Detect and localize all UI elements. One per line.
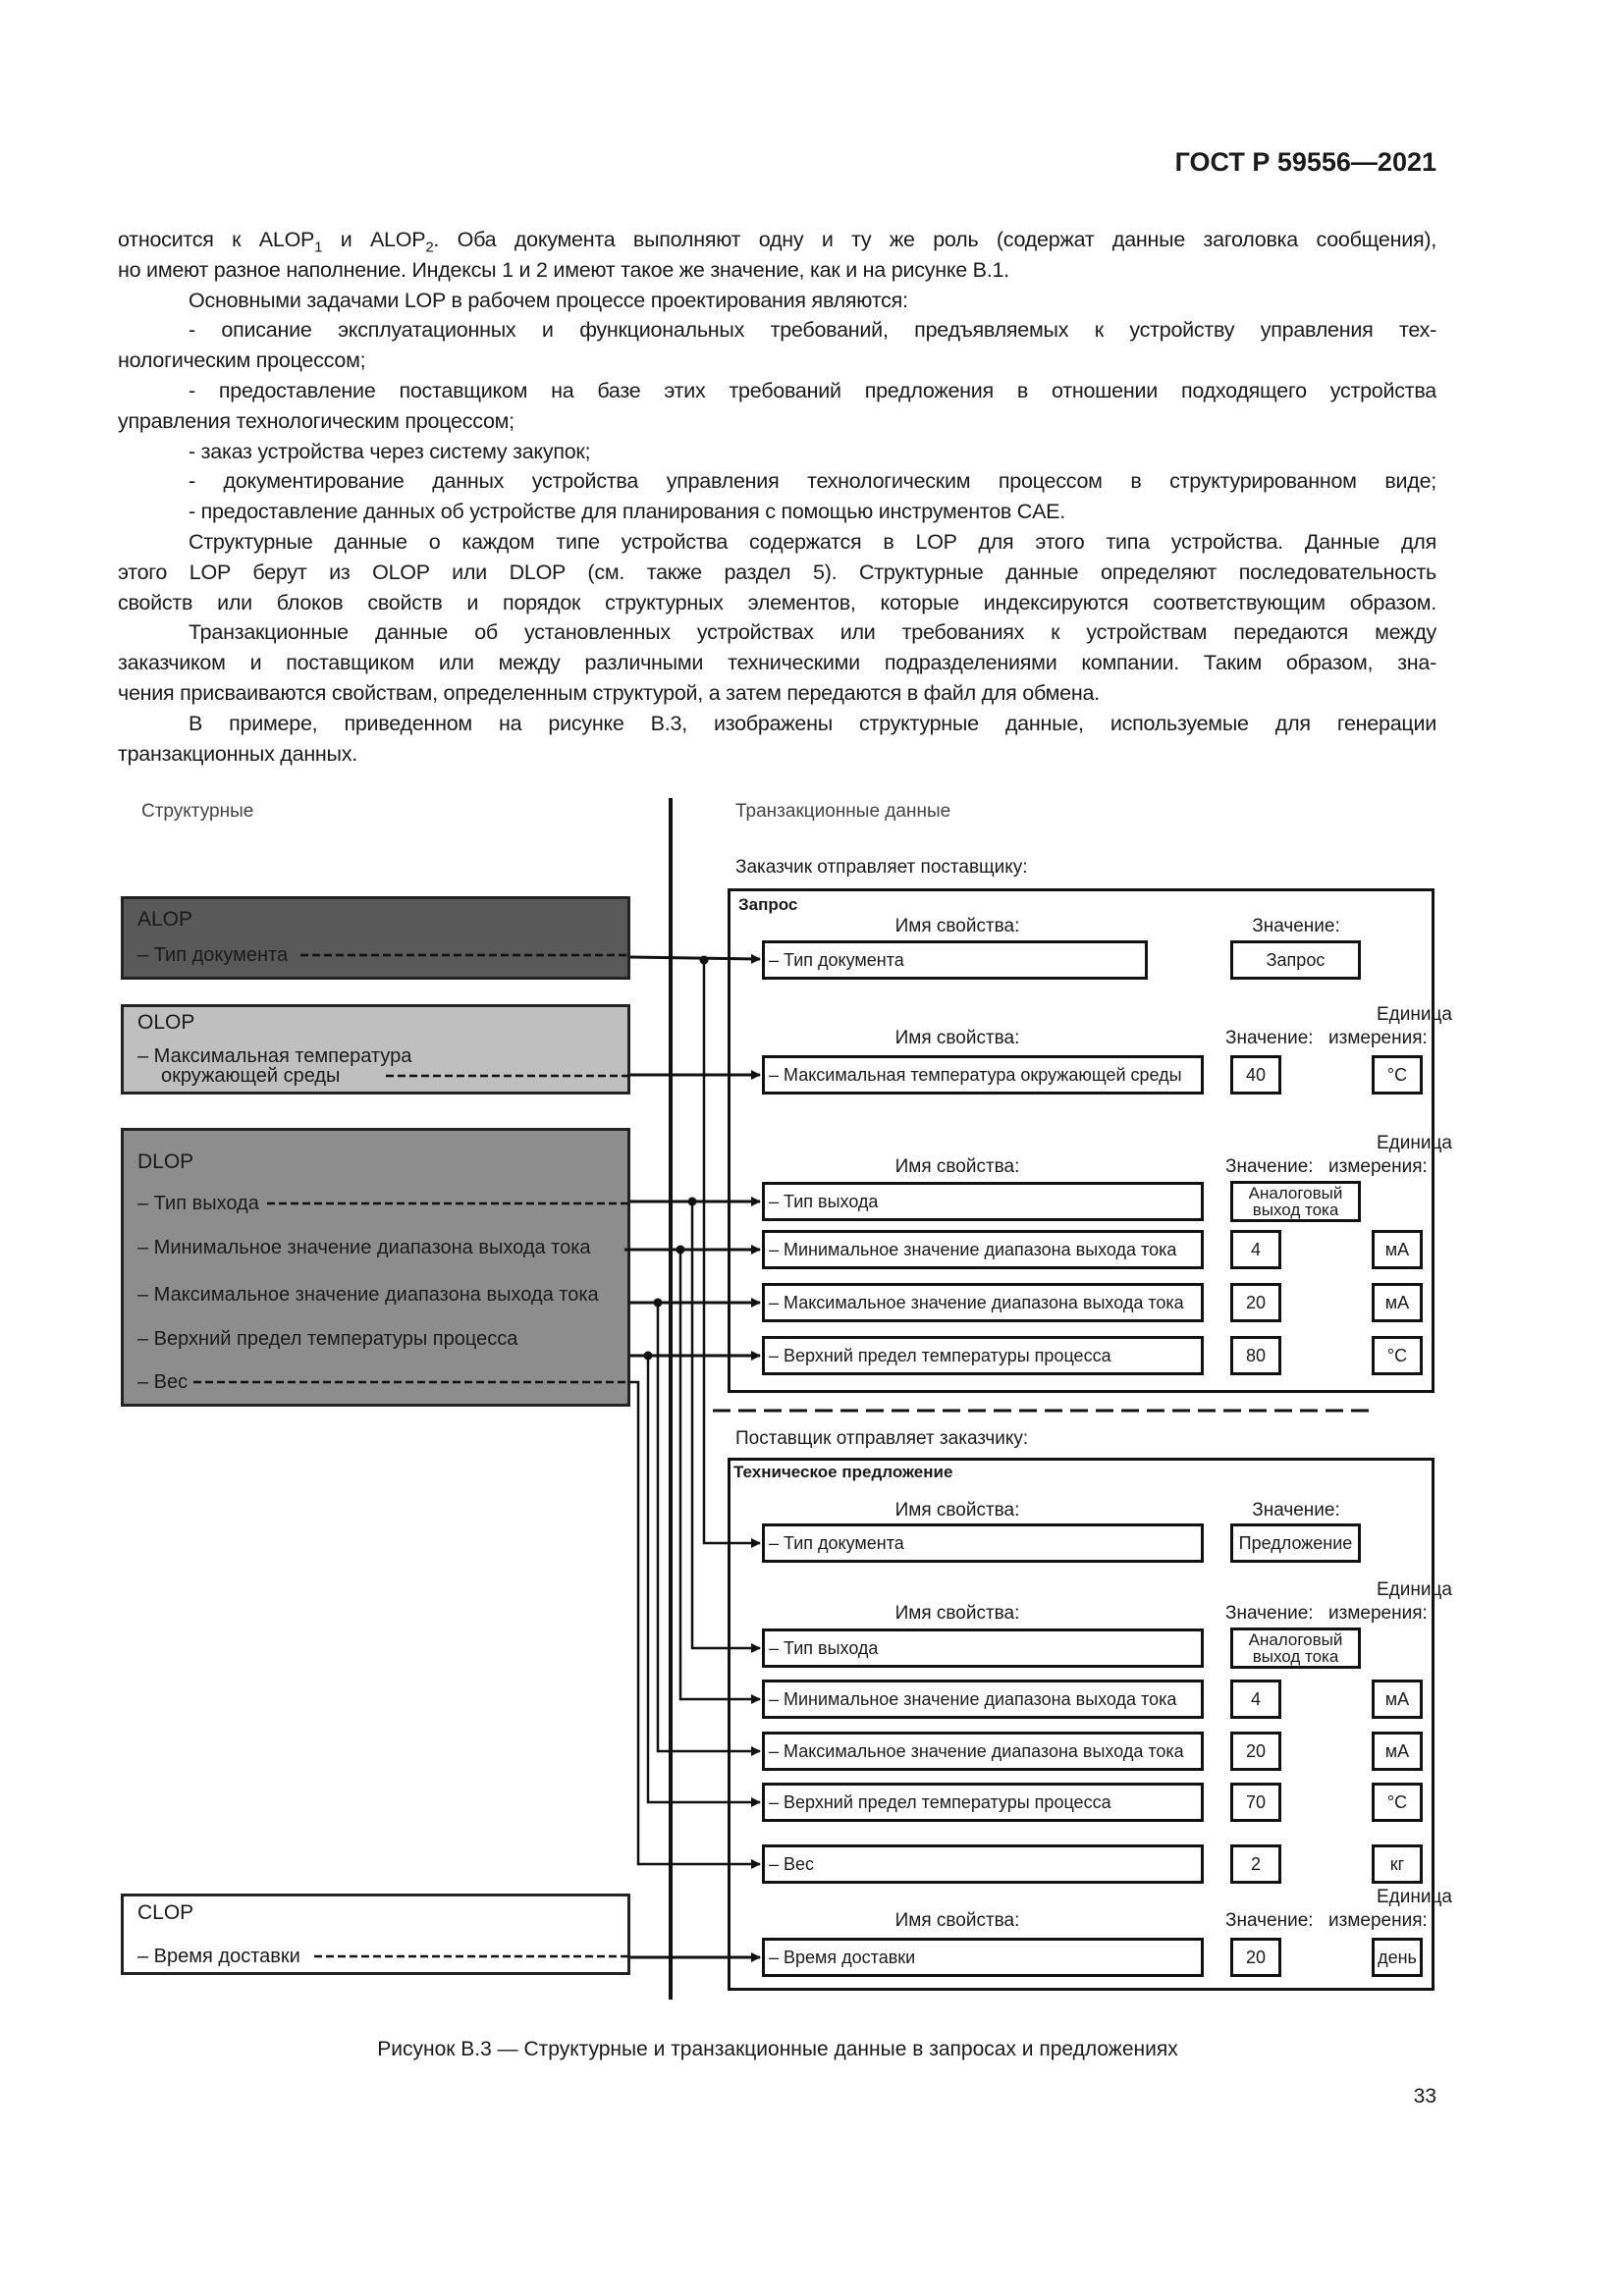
text-line: Основными задачами LOP в рабочем процессе проектирования являются: <box>189 288 908 312</box>
text-line: транзакционных данных. <box>118 741 357 766</box>
lop-box-clop <box>121 1894 630 1975</box>
unit-label: измерения: <box>1328 1028 1428 1048</box>
value-field: 70 <box>1230 1783 1281 1822</box>
property-field: – Максимальное значение диапазона выхода тока <box>762 1732 1204 1771</box>
property-field: – Тип документа <box>762 940 1148 980</box>
subscript: 2 <box>425 239 434 256</box>
transactional-heading: Транзакционные данные <box>735 801 951 822</box>
lop-item: – Вес <box>137 1371 189 1393</box>
value-field <box>1230 1181 1361 1222</box>
lop-item: – Максимальное значение диапазона выхода тока <box>137 1284 599 1306</box>
text-line <box>118 225 1436 255</box>
text-fragment: . Оба документа выполняют одну и ту же роль (содержат данные заголовка сообщения), <box>433 228 1436 251</box>
property-field: – Минимальное значение диапазона выхода тока <box>762 1680 1204 1719</box>
value-field: 20 <box>1230 1732 1281 1771</box>
lop-box-alop <box>121 896 630 980</box>
lop-title: ALOP <box>137 908 193 931</box>
structural-heading: Структурные <box>141 801 254 822</box>
unit-label: Единица <box>1377 1887 1452 1907</box>
unit-field: °C <box>1372 1783 1423 1822</box>
text-line: - предоставление данных об устройстве для планирования с помощью инструментов CAE. <box>189 500 1065 524</box>
value-text: Аналоговый <box>1248 1630 1343 1649</box>
property-field: – Максимальное значение диапазона выхода тока <box>762 1283 1204 1322</box>
value-field: 20 <box>1230 1938 1281 1977</box>
request-title: Запрос <box>738 895 798 914</box>
request-sender-label: Заказчик отправляет поставщику: <box>735 857 1028 878</box>
value-field: 4 <box>1230 1680 1281 1719</box>
lop-item: – Минимальное значение диапазона выхода тока <box>137 1237 591 1258</box>
value-label: Значение: <box>1225 1028 1314 1048</box>
lop-item: – Максимальная температура <box>137 1045 412 1067</box>
unit-label: Единица <box>1377 1133 1452 1153</box>
body-text <box>118 225 1436 769</box>
text-line: но имеют разное наполнение. Индексы 1 и 2 имеют такое же значение, как и на рисунке В.1. <box>118 257 1009 282</box>
junction-dot <box>644 1352 653 1361</box>
property-field: – Верхний предел температуры процесса <box>762 1783 1204 1822</box>
unit-field: мА <box>1372 1732 1423 1771</box>
junction-dot <box>688 1198 697 1206</box>
unit-field: мА <box>1372 1680 1423 1719</box>
unit-field: день <box>1372 1938 1423 1977</box>
property-field: – Тип выхода <box>762 1629 1204 1668</box>
value-label: Значение: <box>1225 1603 1314 1624</box>
unit-field: °C <box>1372 1336 1423 1375</box>
text-line: управления технологическим процессом; <box>118 408 514 433</box>
unit-label: измерения: <box>1328 1603 1428 1624</box>
text-line: - документирование данных устройства управления технологическим процессом в структурированном виде; <box>189 469 1436 494</box>
text-line: Структурные данные о каждом типе устройства содержатся в LOP для этого типа устройства. Данные для <box>189 529 1436 554</box>
value-label: Значение: <box>1225 1156 1314 1177</box>
text-line: чения присваиваются свойствам, определенным структурой, а затем передаются в файл для обмена. <box>118 680 1100 705</box>
property-field: – Минимальное значение диапазона выхода тока <box>762 1230 1204 1269</box>
text-line: - описание эксплуатационных и функциональных требований, предъявляемых к устройству управления тех- <box>189 318 1436 343</box>
property-name-label: Имя свойства: <box>894 916 1020 936</box>
text-line: этого LOP берут из OLOP или DLOP (см. также раздел 5). Структурные данные определяют последовательность <box>118 560 1436 584</box>
value-field: 20 <box>1230 1283 1281 1322</box>
value-text: выход тока <box>1252 1647 1339 1666</box>
unit-label: Единица <box>1377 1004 1452 1025</box>
lop-item: – Тип выхода <box>137 1193 259 1214</box>
lop-box-dlop <box>121 1128 630 1407</box>
value-label: Значение: <box>1225 1910 1314 1931</box>
proposal-sender-label: Поставщик отправляет заказчику: <box>735 1428 1029 1449</box>
document-header-id: ГОСТ Р 59556—2021 <box>1174 147 1436 177</box>
figure-caption: Рисунок В.3 — Структурные и транзакционные данные в запросах и предложениях <box>377 2038 1178 2060</box>
text-line: нологическим процессом; <box>118 348 366 373</box>
text-line: заказчиком и поставщиком или между различными техническими подразделениями компании. Таким образом, зна- <box>118 651 1436 675</box>
value-field <box>1230 1628 1361 1669</box>
property-name-label: Имя свойства: <box>894 1910 1020 1931</box>
value-text: Аналоговый <box>1248 1184 1343 1202</box>
lop-item: – Время доставки <box>137 1946 300 1967</box>
value-field: 4 <box>1230 1230 1281 1269</box>
property-field: – Время доставки <box>762 1938 1204 1977</box>
unit-field: °C <box>1372 1055 1423 1095</box>
lop-box-olop <box>121 1004 630 1095</box>
unit-label: измерения: <box>1328 1910 1428 1931</box>
property-name-label: Имя свойства: <box>894 1603 1020 1624</box>
text-line: - предоставление поставщиком на базе этих требований предложения в отношении подходящего устройства <box>189 378 1436 402</box>
value-field: 80 <box>1230 1336 1281 1375</box>
unit-label: Единица <box>1377 1579 1452 1600</box>
unit-field: мА <box>1372 1230 1423 1269</box>
property-name-label: Имя свойства: <box>894 1156 1020 1177</box>
text-fragment: и ALOP <box>322 228 426 251</box>
value-field: 2 <box>1230 1844 1281 1884</box>
unit-field: мА <box>1372 1283 1423 1322</box>
value-label: Значение: <box>1252 1500 1340 1521</box>
unit-label: измерения: <box>1328 1156 1428 1177</box>
value-label: Значение: <box>1252 916 1340 936</box>
subscript: 1 <box>314 239 323 256</box>
proposal-title: Техническое предложение <box>733 1463 953 1481</box>
lop-item: окружающей среды <box>161 1065 341 1087</box>
text-line: - заказ устройства через систему закупок; <box>189 439 591 463</box>
value-field: Запрос <box>1230 940 1361 980</box>
property-field: – Вес <box>762 1844 1204 1884</box>
property-name-label: Имя свойства: <box>894 1028 1020 1048</box>
lop-item: – Верхний предел температуры процесса <box>137 1328 518 1350</box>
property-field: – Тип выхода <box>762 1182 1204 1221</box>
property-name-label: Имя свойства: <box>894 1500 1020 1521</box>
text-fragment: относится к ALOP <box>118 228 315 251</box>
junction-dot <box>700 956 709 965</box>
lop-item: – Тип документа <box>137 944 289 966</box>
property-field: – Тип документа <box>762 1523 1204 1563</box>
property-field: – Верхний предел температуры процесса <box>762 1336 1204 1375</box>
text-line: свойств или блоков свойств и порядок структурных элементов, которые индексируются соответствующим образом. <box>118 590 1436 614</box>
page-number: 33 <box>1413 2085 1436 2108</box>
value-text: выход тока <box>1252 1201 1339 1219</box>
junction-dot <box>654 1299 663 1308</box>
value-field: 40 <box>1230 1055 1281 1095</box>
text-line: Транзакционные данные об установленных устройствах или требованиях к устройствам передаются между <box>189 620 1436 645</box>
text-line: В примере, приведенном на рисунке В.3, изображены структурные данные, используемые для генерации <box>189 711 1436 735</box>
value-field: Предложение <box>1230 1523 1361 1563</box>
lop-title: CLOP <box>137 1901 194 1924</box>
junction-dot <box>677 1246 685 1255</box>
lop-title: OLOP <box>137 1011 195 1034</box>
property-field: – Максимальная температура окружающей среды <box>762 1055 1204 1095</box>
unit-field: кг <box>1372 1844 1423 1884</box>
lop-title: DLOP <box>137 1150 194 1173</box>
